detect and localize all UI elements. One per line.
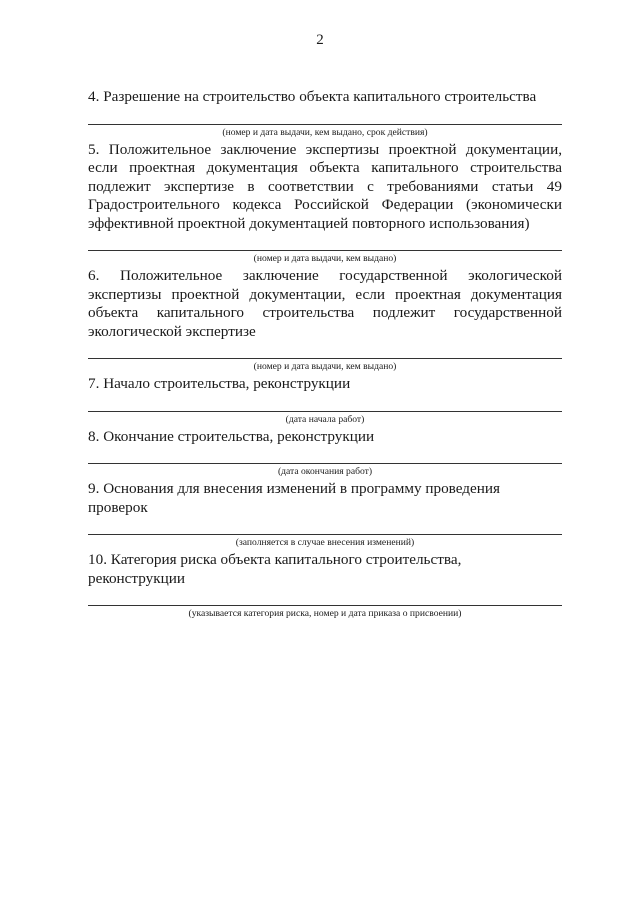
caption-risk-category: (указывается категория риска, номер и дата приказа о присвоении) [188, 608, 462, 619]
item-change-grounds: 9. Основания для внесения изменений в программу проведения проверок [88, 480, 500, 516]
caption-expertise: (номер и дата выдачи, кем выдано) [253, 253, 397, 264]
item-construction-start: 7. Начало строительства, реконструкции [88, 375, 351, 392]
item-expertise: 5. Положительное заключение экспертизы проектной документации, если проектная документация объекта капитального строительства подлежит экспертизе в соответствии с требованиями статьи 49 Градостроительного кодекса Российской Федерации (экономически эффективной проектной документацией повторного использования) [88, 140, 562, 232]
page-number: 2 [316, 32, 324, 48]
item-eco-expertise: 6. Положительное заключение государственной экологической экспертизы проектной документации, если проектная документация объекта капитального строительства подлежит государственной экологической экспертизе [88, 267, 562, 340]
caption-construction-end: (дата окончания работ) [277, 466, 373, 477]
fill-line-change-grounds[interactable] [88, 534, 562, 535]
fill-line-permit[interactable] [88, 124, 562, 125]
fill-line-risk-category[interactable] [88, 605, 562, 606]
fill-line-expertise[interactable] [88, 250, 562, 251]
caption-eco-expertise: (номер и дата выдачи, кем выдано) [253, 361, 397, 372]
caption-construction-start: (дата начала работ) [285, 413, 365, 425]
item-construction-end: 8. Окончание строительства, реконструкции [88, 427, 375, 445]
caption-change-grounds: (заполняется в случае внесения изменений) [235, 537, 415, 548]
item-permit: 4. Разрешение на строительство объекта капитального строительства [88, 88, 537, 105]
fill-line-construction-start[interactable] [88, 411, 562, 412]
item-risk-category: 10. Категория риска объекта капитального строительства, реконструкции [88, 551, 462, 587]
caption-permit: (номер и дата выдачи, кем выдано, срок действия) [222, 126, 428, 138]
form-content [88, 88, 562, 622]
fill-line-eco-expertise[interactable] [88, 358, 562, 359]
fill-line-construction-end[interactable] [88, 463, 562, 464]
